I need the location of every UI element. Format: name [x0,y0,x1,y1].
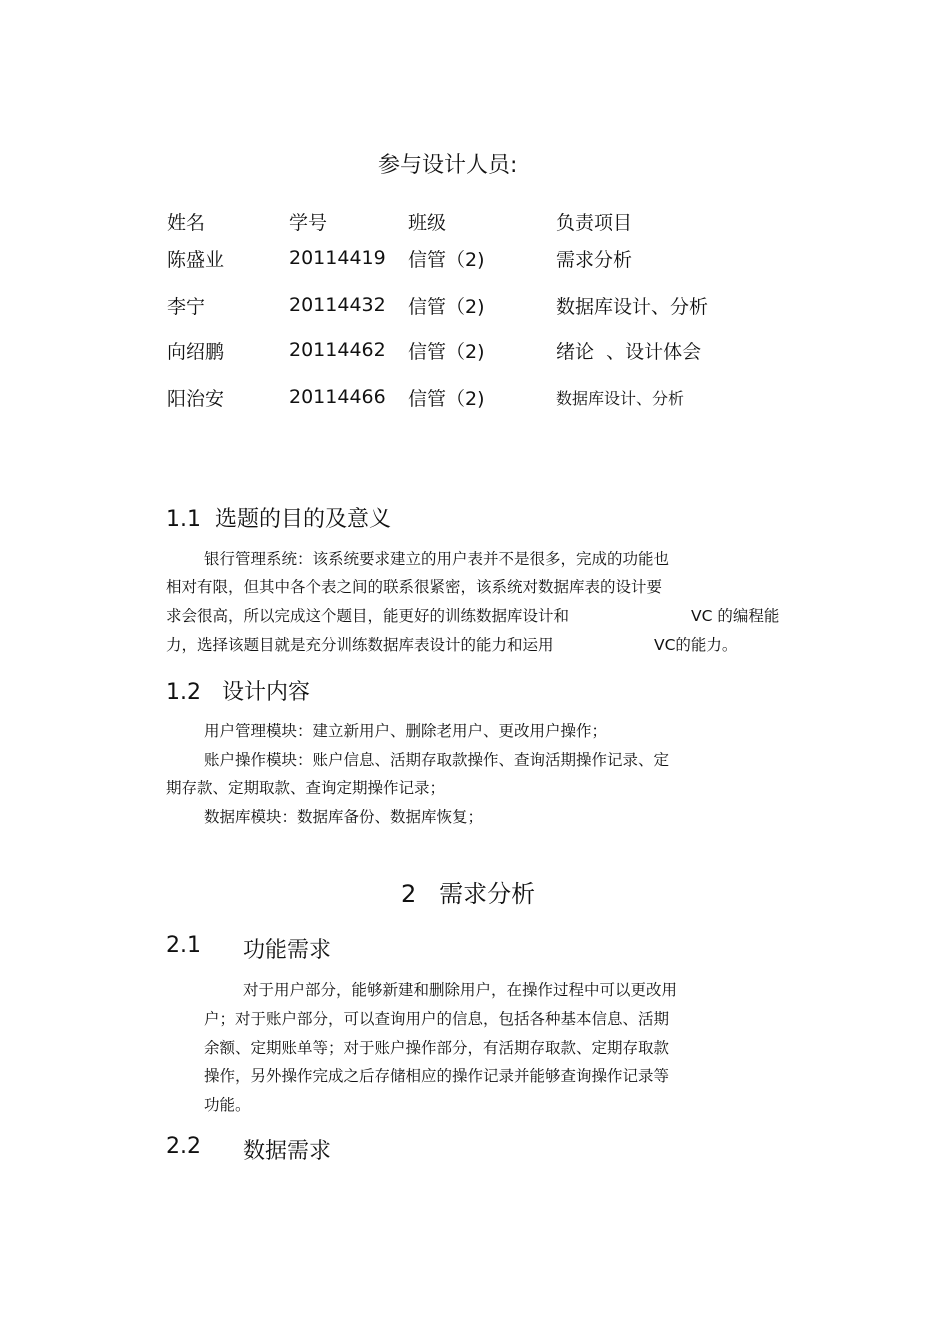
paragraph-line: 求会很高，所以完成这个题目，能更好的训练数据库设计和 [166,607,570,625]
table-row-name: 向绍鹏 [167,341,225,363]
paragraph-line: 力，选择该题目就是充分训练数据库表设计的能力和运用 [166,636,554,654]
paragraph-line: 功能。 [204,1096,251,1114]
table-row-id: 20114462 [289,339,386,361]
table-row-class: 信管（2) [408,249,485,271]
paragraph-line: 相对有限，但其中各个表之间的联系很紧密，该系统对数据库表的设计要 [166,578,663,596]
section-2-2-title: 数据需求 [243,1139,332,1164]
header-task: 负责项目 [556,212,633,234]
table-row-name: 阳治安 [167,388,225,410]
paragraph-line: 户；对于账户部分，可以查询用户的信息，包括各种基本信息、活期 [204,1010,670,1028]
participants-title: 参与设计人员: [378,153,518,178]
table-row-name: 陈盛业 [167,249,225,271]
table-row-task: 数据库设计、分析 [556,296,709,318]
paragraph-line: 用户管理模块：建立新用户、删除老用户、更改用户操作； [204,722,608,740]
table-row-task: 绪论 、设计体会 [556,341,702,363]
paragraph-line: VC 的编程能 [691,607,780,625]
table-row-name: 李宁 [167,296,206,318]
header-name: 姓名 [167,212,206,234]
section-2-2-number: 2.2 [166,1134,201,1159]
table-row-class: 信管（2) [408,296,485,318]
table-row-id: 20114432 [289,294,386,316]
header-id: 学号 [289,212,328,234]
table-row-id: 20114419 [289,247,386,269]
section-2-1-title: 功能需求 [243,938,332,963]
section-2-1-number: 2.1 [166,933,201,958]
header-class: 班级 [408,212,447,234]
section-1-2-heading: 1.2 设计内容 [166,680,310,705]
table-row-id: 20114466 [289,386,386,408]
paragraph-line: 对于用户部分，能够新建和删除用户，在操作过程中可以更改用 [243,981,678,999]
paragraph-line: 期存款、定期取款、查询定期操作记录； [166,779,446,797]
table-row-class: 信管（2) [408,388,485,410]
paragraph-line: 银行管理系统：该系统要求建立的用户表并不是很多，完成的功能也 [204,550,670,568]
paragraph-line: VC的能力。 [654,636,738,654]
section-1-1-heading: 1.1 选题的目的及意义 [166,507,391,532]
table-row-class: 信管（2) [408,341,485,363]
table-row-task: 需求分析 [556,249,633,271]
chapter-2-heading: 2 需求分析 [401,880,536,908]
paragraph-line: 账户操作模块：账户信息、活期存取款操作、查询活期操作记录、定 [204,751,670,769]
table-row-task: 数据库设计、分析 [556,389,685,408]
paragraph-line: 操作，另外操作完成之后存储相应的操作记录并能够查询操作记录等 [204,1067,670,1085]
paragraph-line: 余额、定期账单等；对于账户操作部分，有活期存取款、定期存取款 [204,1039,670,1057]
paragraph-line: 数据库模块：数据库备份、数据库恢复； [204,808,484,826]
